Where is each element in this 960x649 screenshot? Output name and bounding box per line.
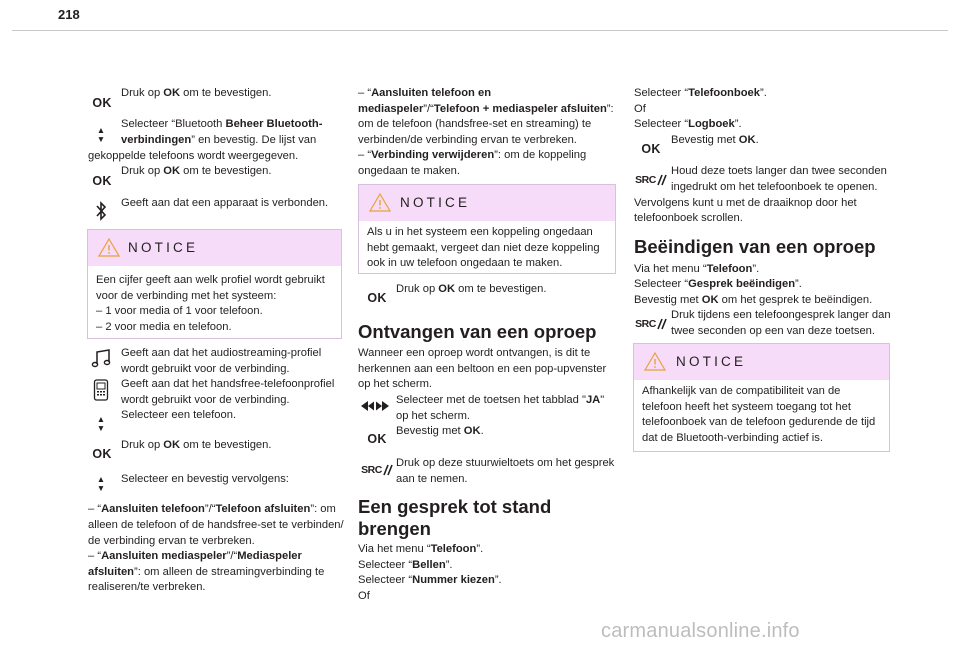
bullet-connect-media-l3: realiseren/te verbreken. <box>88 581 206 593</box>
text-audio-profile-l1: Geeft aan dat het audiostreaming-profiel <box>121 347 322 359</box>
src-steering-button-icon: SRC <box>360 462 394 478</box>
text-scroll-l2: telefoonboek scrollen. <box>634 212 743 224</box>
notice-line: hebt gemaakt, vergeet dan niet deze koppeling <box>367 241 600 254</box>
text-incoming-l2: herkennen aan een beltoon en een pop-upvenster <box>358 363 607 375</box>
bullet-connect-phone-l1: – “Aansluiten telefoon”/“Telefoon afsluiten”: om <box>88 503 336 515</box>
ok-icon: OK <box>92 447 112 461</box>
bluetooth-icon <box>93 200 109 222</box>
heading-make-call-l2: brengen <box>358 518 431 539</box>
left-right-arrows-icon <box>360 398 390 414</box>
ok-icon: OK <box>92 96 112 110</box>
notice-title: NOTICE <box>676 354 747 369</box>
heading-make-call-l1: Een gesprek tot stand <box>358 496 552 517</box>
text-audio-profile-l2: wordt gebruikt voor de verbinding. <box>121 363 290 375</box>
src-steering-button-icon: SRC <box>634 172 668 188</box>
src-steering-button-icon: SRC <box>634 316 668 332</box>
up-down-arrows-icon: ▲ ▼ <box>96 414 106 433</box>
ok-icon: OK <box>92 174 112 188</box>
text-select-phone: Selecteer een telefoon. <box>121 409 237 421</box>
notice-line: dat de Bluetooth-verbinding actief is. <box>642 431 823 444</box>
text-press-during-call-l2: twee seconden op een van deze toetsen. <box>671 325 876 337</box>
handsfree-phone-icon <box>90 378 112 402</box>
text-select-telefoonboek: Selecteer “Telefoonboek”. <box>634 87 767 99</box>
heading-receive-call: Ontvangen van een oproep <box>358 321 597 342</box>
ok-icon: OK <box>641 142 661 156</box>
text-or-1: Of <box>358 590 370 602</box>
up-down-arrows-icon: ▲ ▼ <box>96 125 106 144</box>
text-scroll-l1: Vervolgens kunt u met de draaiknop door het <box>634 197 857 209</box>
bullet-connect-media-l1: – “Aansluiten mediaspeler”/“Mediaspeler <box>88 550 302 562</box>
notice-line: telefoon heeft het systeem toegang tot het <box>642 400 851 413</box>
text-select-bluetooth-l3: gekoppelde telefoons wordt weergegeven. <box>88 150 299 162</box>
text-via-menu-telefoon-1: Via het menu “Telefoon”. <box>358 543 484 555</box>
page-number: 218 <box>58 7 80 22</box>
text-press-ok-2: Druk op OK om te bevestigen. <box>121 165 272 177</box>
notice-title: NOTICE <box>400 195 471 210</box>
notice-line: Een cijfer geeft aan welk profiel wordt gebruikt <box>96 274 325 286</box>
text-select-end-call: Selecteer “Gesprek beëindigen”. <box>634 278 802 290</box>
warning-triangle-icon <box>369 193 391 212</box>
text-select-bluetooth-l2: verbindingen” en bevestig. De lijst van <box>121 134 317 146</box>
text-incoming-l1: Wanneer een oproep wordt ontvangen, is dit te <box>358 347 591 359</box>
watermark: carmanualsonline.info <box>601 620 800 642</box>
text-hold-key-l2: ingedrukt om het telefoonboek te openen. <box>671 181 878 193</box>
text-press-ok-4: Druk op OK om te bevestigen. <box>396 283 547 295</box>
notice-box-1 <box>87 229 342 339</box>
text-select-bluetooth-l1: Selecteer “Bluetooth Beheer Bluetooth- <box>121 118 323 130</box>
text-confirm-ok-2: Bevestig met OK. <box>671 134 759 146</box>
notice-line: – 1 voor media of 1 voor telefoon. <box>96 305 263 318</box>
text-via-menu-telefoon-2: Via het menu “Telefoon”. <box>634 263 760 275</box>
bullet-remove-l1: – “Verbinding verwijderen”: om de koppeling <box>358 149 587 161</box>
text-select-bellen: Selecteer “Bellen”. <box>358 559 453 571</box>
text-select-tab-l2: op het scherm. <box>396 410 470 422</box>
text-select-nummer-kiezen: Selecteer “Nummer kiezen”. <box>358 574 502 586</box>
bullet-connect-media-l2: afsluiten”: om alleen de streamingverbinding te <box>88 566 325 578</box>
text-handsfree-profile-l2: wordt gebruikt voor de verbinding. <box>121 394 290 406</box>
ok-icon: OK <box>367 432 387 446</box>
music-note-icon <box>89 348 113 370</box>
notice-line: Als u in het systeem een koppeling ongedaan <box>367 226 593 238</box>
notice-line: – 2 voor media en telefoon. <box>96 320 232 333</box>
text-select-tab-l1: Selecteer met de toetsen het tabblad "JA" <box>396 394 605 406</box>
text-hold-key-l1: Houd deze toets langer dan twee seconden <box>671 165 887 177</box>
text-confirm-end: Bevestig met OK om het gesprek te beëindigen. <box>634 294 873 306</box>
ok-icon: OK <box>367 291 387 305</box>
notice-box-2 <box>358 184 616 274</box>
bullet-connect-all-l4: verbinden/de verbinding ervan te verbreken. <box>358 134 577 146</box>
notice-line: telefoonboek van de telefoon gedurende de tijd <box>642 416 876 429</box>
text-select-confirm: Selecteer en bevestig vervolgens: <box>121 473 289 485</box>
text-answer-l1: Druk op deze stuurwieltoets om het gesprek <box>396 457 615 469</box>
notice-header <box>359 185 615 221</box>
heading-end-call: Beëindigen van een oproep <box>634 236 876 257</box>
bullet-remove-l2: ongedaan te maken. <box>358 165 461 177</box>
warning-triangle-icon <box>644 352 666 371</box>
notice-box-3 <box>633 343 890 452</box>
up-down-arrows-icon: ▲ ▼ <box>96 474 106 493</box>
text-handsfree-profile-l1: Geeft aan dat het handsfree-telefoonprofiel <box>121 378 335 390</box>
bullet-connect-all-l1: – “Aansluiten telefoon en <box>358 87 492 99</box>
text-answer-l2: aan te nemen. <box>396 473 468 485</box>
bullet-connect-all-l2: mediaspeler”/“Telefoon + mediaspeler afsluiten”: <box>358 103 614 115</box>
bullet-connect-all-l3: om de telefoon (handsfree-set en streaming) te <box>358 118 592 130</box>
text-press-ok-3: Druk op OK om te bevestigen. <box>121 439 272 451</box>
text-press-ok-1: Druk op OK om te bevestigen. <box>121 87 272 99</box>
text-incoming-l3: op het scherm. <box>358 378 432 390</box>
notice-header <box>88 230 341 266</box>
text-or-2: Of <box>634 103 646 115</box>
bullet-connect-phone-l3: de verbinding ervan te verbreken. <box>88 535 255 547</box>
text-confirm-ok-1: Bevestig met OK. <box>396 425 484 437</box>
text-press-during-call-l1: Druk tijdens een telefoongesprek langer dan <box>671 309 891 321</box>
notice-line: Afhankelijk van de compatibiliteit van de <box>642 385 841 397</box>
bullet-connect-phone-l2: alleen de telefoon of de handsfree-set te verbinden/ <box>88 519 344 531</box>
text-device-connected: Geeft aan dat een apparaat is verbonden. <box>121 197 329 209</box>
notice-line: voor de verbinding met het systeem: <box>96 289 277 302</box>
text-select-logboek: Selecteer “Logboek”. <box>634 118 742 130</box>
header-divider <box>12 30 948 31</box>
notice-header <box>634 344 889 380</box>
notice-line: ook in uw telefoon ongedaan te maken. <box>367 257 563 270</box>
notice-title: NOTICE <box>128 240 199 255</box>
warning-triangle-icon <box>98 238 120 257</box>
